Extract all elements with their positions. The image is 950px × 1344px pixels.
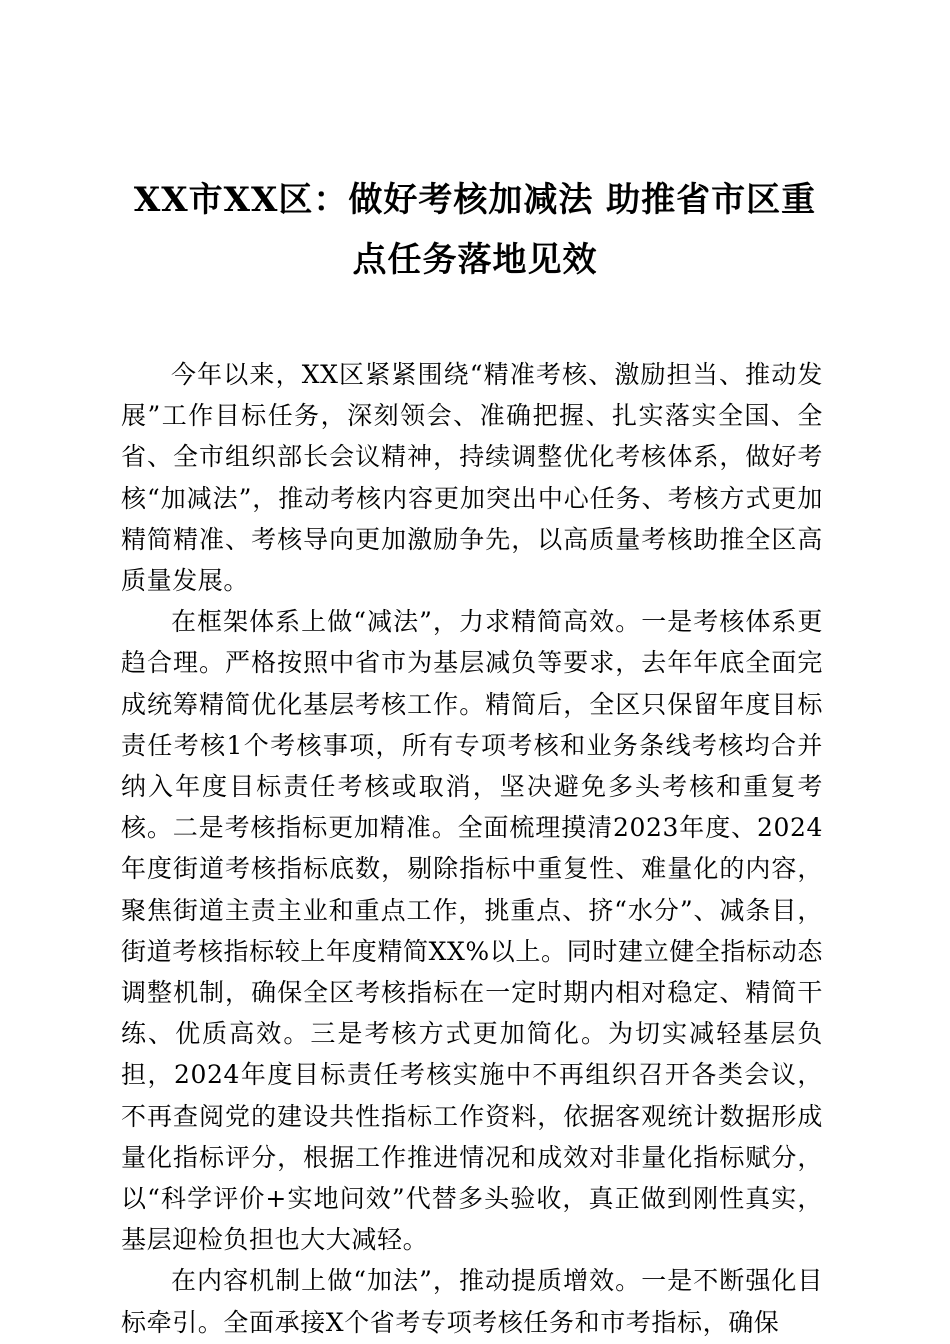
title-line-1: XX市XX区：做好考核加减法 助推省市区重 [133,180,817,220]
paragraph-addition: 在内容机制上做“加法”，推动提质增效。一是不断强化目标牵引。全面承接X个省考专项考核任务和市考指标，确保 [121,1266,823,1337]
paragraph-intro: 今年以来，XX区紧紧围绕“精准考核、激励担当、推动发展”工作目标任务，深刻领会、准确把握、扎实落实全国、全省、全市组织部长会议精神，持续调整优化考核体系，做好考核“加减法”，推动考核内容更加突出中心任务、考核方式更加精简精准、考核导向更加激励争先，以高质量考核助推全区高质量发展。 [121,360,823,596]
title-line-2: 点任务落地见效 [352,240,598,280]
paragraph-subtraction: 在框架体系上做“减法”，力求精简高效。一是考核体系更趋合理。严格按照中省市为基层减负等要求，去年年底全面完成统筹精简优化基层考核工作。精简后，全区只保留年度目标责任考核1个考核事项，所有专项考核和业务条线考核均合并纳入年度目标责任考核或取消，坚决避免多头考核和重复考核。二是考核指标更加精准。全面梳理摸清2023年度、2024年度街道考核指标底数，剔除指标中重复性、难量化的内容，聚焦街道主责主业和重点工作，挑重点、挤“水分”、减条目，街道考核指标较上年度精简XX%以上。同时建立健全指标动态调整机制，确保全区考核指标在一定时期内相对稳定、精简干练、优质高效。三是考核方式更加简化。为切实减轻基层负担，2024年度目标责任考核实施中不再组织召开各类会议，不再查阅党的建设共性指标工作资料，依据客观统计数据形成量化指标评分，根据工作推进情况和成效对非量化指标赋分，以“科学评价+实地问效”代替多头验收，真正做到刚性真实，基层迎检负担也大大减轻。 [121,607,823,1255]
document-title [110,170,840,290]
document-body [121,354,823,1343]
